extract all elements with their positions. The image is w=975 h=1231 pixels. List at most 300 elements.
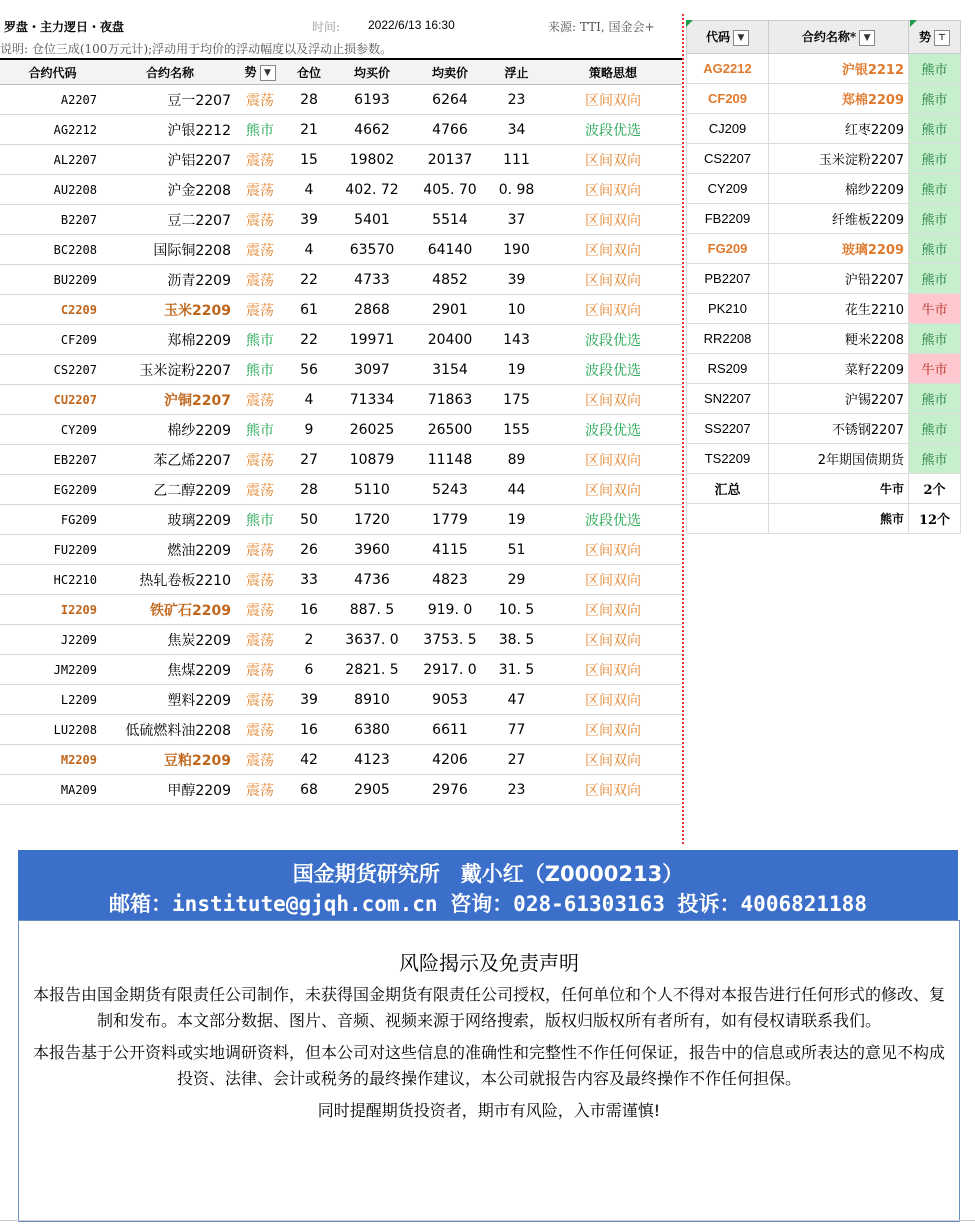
trend-cell[interactable]: 震荡 (235, 205, 285, 235)
position-cell[interactable]: 2 (285, 625, 333, 655)
r-trend-cell[interactable]: 熊市 (909, 114, 961, 144)
float-stop-cell[interactable]: 34 (489, 115, 544, 145)
position-cell[interactable]: 22 (285, 265, 333, 295)
avg-buy-cell[interactable]: 3960 (333, 535, 411, 565)
avg-sell-cell[interactable]: 2917. 0 (411, 655, 489, 685)
table-row (0, 385, 682, 415)
table-row (0, 775, 682, 805)
strategy-cell[interactable]: 波段优选 (544, 355, 682, 385)
col-header-r-code[interactable] (687, 21, 769, 54)
avg-sell-cell[interactable]: 11148 (411, 445, 489, 475)
avg-buy-cell[interactable]: 8910 (333, 685, 411, 715)
r-code-cell[interactable]: RS209 (687, 354, 769, 384)
avg-buy-cell[interactable]: 19802 (333, 145, 411, 175)
trend-cell[interactable]: 震荡 (235, 715, 285, 745)
filter-dropdown-icon[interactable]: ▼ (733, 30, 749, 46)
r-name-cell[interactable]: 2年期国债期货 (769, 444, 909, 474)
float-stop-cell[interactable]: 175 (489, 385, 544, 415)
table-row (0, 475, 682, 505)
trend-cell[interactable]: 熊市 (235, 355, 285, 385)
position-cell[interactable]: 50 (285, 505, 333, 535)
trend-cell[interactable]: 震荡 (235, 625, 285, 655)
contract-code-cell[interactable]: I2209 (0, 595, 105, 625)
r-code-cell[interactable]: PB2207 (687, 264, 769, 294)
avg-sell-cell[interactable]: 3753. 5 (411, 625, 489, 655)
contract-code-cell[interactable]: AL2207 (0, 145, 105, 175)
contract-name-cell[interactable]: 热轧卷板2210 (105, 565, 235, 595)
position-cell[interactable]: 39 (285, 205, 333, 235)
contract-code-cell[interactable]: C2209 (0, 295, 105, 325)
position-cell[interactable]: 39 (285, 685, 333, 715)
disclaimer-box (18, 920, 960, 1222)
bear-label: 熊市 (769, 504, 909, 534)
strategy-cell[interactable]: 区间双向 (544, 205, 682, 235)
position-cell[interactable]: 33 (285, 565, 333, 595)
summary-row (687, 264, 961, 294)
col-header-r-name-label: 合约名称* (801, 30, 857, 45)
avg-buy-cell[interactable]: 2821. 5 (333, 655, 411, 685)
filter-dropdown-icon[interactable]: ▼ (859, 30, 875, 46)
col-header-trend[interactable] (235, 60, 285, 85)
summary-bear-row (687, 504, 961, 534)
position-cell[interactable]: 4 (285, 175, 333, 205)
r-trend-cell[interactable]: 熊市 (909, 444, 961, 474)
strategy-cell[interactable]: 波段优选 (544, 505, 682, 535)
avg-sell-cell[interactable]: 405. 70 (411, 175, 489, 205)
r-trend-cell[interactable]: 牛市 (909, 354, 961, 384)
strategy-cell[interactable]: 区间双向 (544, 85, 682, 115)
contract-code-cell[interactable]: CF209 (0, 325, 105, 355)
avg-buy-cell[interactable]: 2905 (333, 775, 411, 805)
avg-sell-cell[interactable]: 64140 (411, 235, 489, 265)
position-cell[interactable]: 4 (285, 385, 333, 415)
contract-code-cell[interactable]: M2209 (0, 745, 105, 775)
strategy-cell[interactable]: 区间双向 (544, 625, 682, 655)
strategy-cell[interactable]: 区间双向 (544, 595, 682, 625)
position-cell[interactable]: 42 (285, 745, 333, 775)
avg-sell-cell[interactable]: 26500 (411, 415, 489, 445)
table-row (0, 115, 682, 145)
avg-sell-cell[interactable]: 5514 (411, 205, 489, 235)
avg-sell-cell[interactable]: 4115 (411, 535, 489, 565)
r-code-cell[interactable]: AG2212 (687, 54, 769, 84)
avg-sell-cell[interactable]: 4852 (411, 265, 489, 295)
contract-code-cell[interactable]: L2209 (0, 685, 105, 715)
col-header-avg-buy[interactable]: 均买价 (333, 60, 411, 85)
summary-row (687, 174, 961, 204)
time-value: 2022/6/13 16:30 (368, 18, 455, 32)
float-stop-cell[interactable]: 19 (489, 355, 544, 385)
source-label: 来源: TTI, 国金会+ (548, 20, 655, 34)
disclaimer-paragraph-2: 本报告基于公开资料或实地调研资料，但本公司对这些信息的准确性和完整性不作任何保证，报告中的信息或所表达的意见不构成投资、法律、会计或税务的最终操作建议，本公司就报告内容及最终操作不作任何担保。 (33, 1043, 946, 1088)
contact-banner (18, 850, 958, 920)
avg-sell-cell[interactable]: 4206 (411, 745, 489, 775)
trend-cell[interactable]: 震荡 (235, 655, 285, 685)
disclaimer-paragraph-1: 本报告由国金期货有限责任公司制作，未获得国金期货有限责任公司授权，任何单位和个人不得对本报告进行任何形式的修改、复制和发布。本文部分数据、图片、音频、视频来源于网络搜索，版权归版权所有者所有，如有侵权请联系我们。 (33, 985, 946, 1030)
summary-row (687, 204, 961, 234)
table-row (0, 415, 682, 445)
contract-code-cell[interactable]: CS2207 (0, 355, 105, 385)
contract-name-cell[interactable]: 沪铜2207 (105, 385, 235, 415)
r-trend-cell[interactable]: 熊市 (909, 144, 961, 174)
contract-code-cell[interactable]: EB2207 (0, 445, 105, 475)
avg-sell-cell[interactable]: 4766 (411, 115, 489, 145)
float-stop-cell[interactable]: 38. 5 (489, 625, 544, 655)
r-name-cell[interactable]: 沪锡2207 (769, 384, 909, 414)
r-name-cell[interactable]: 玉米淀粉2207 (769, 144, 909, 174)
contract-name-cell[interactable]: 豆一2207 (105, 85, 235, 115)
table-row (0, 655, 682, 685)
col-header-strategy[interactable]: 策略思想 (544, 60, 682, 85)
avg-buy-cell[interactable]: 6193 (333, 85, 411, 115)
contract-name-cell[interactable]: 玉米淀粉2207 (105, 355, 235, 385)
table-row (0, 625, 682, 655)
contract-name-cell[interactable]: 沪金2208 (105, 175, 235, 205)
note-text: 说明: 仓位三成(100万元计);浮动用于均价的浮动幅度以及浮动止损参数。 (0, 40, 682, 60)
table-row (0, 145, 682, 175)
contract-name-cell[interactable]: 燃油2209 (105, 535, 235, 565)
r-name-cell[interactable]: 沪银2212 (769, 54, 909, 84)
r-name-cell[interactable]: 菜籽2209 (769, 354, 909, 384)
r-code-cell[interactable]: CY209 (687, 174, 769, 204)
strategy-cell[interactable]: 区间双向 (544, 535, 682, 565)
float-stop-cell[interactable]: 19 (489, 505, 544, 535)
table-row (0, 745, 682, 775)
table-row (0, 295, 682, 325)
r-trend-cell[interactable]: 熊市 (909, 174, 961, 204)
contract-name-cell[interactable]: 玉米2209 (105, 295, 235, 325)
strategy-cell[interactable]: 区间双向 (544, 145, 682, 175)
r-name-cell[interactable]: 红枣2209 (769, 114, 909, 144)
avg-buy-cell[interactable]: 2868 (333, 295, 411, 325)
contract-code-cell[interactable]: AU2208 (0, 175, 105, 205)
avg-buy-cell[interactable]: 887. 5 (333, 595, 411, 625)
disclaimer-title: 风险揭示及免责声明 (399, 951, 579, 975)
contract-code-cell[interactable]: HC2210 (0, 565, 105, 595)
r-trend-cell[interactable]: 熊市 (909, 84, 961, 114)
contract-name-cell[interactable]: 乙二醇2209 (105, 475, 235, 505)
table-row (0, 595, 682, 625)
float-stop-cell[interactable]: 44 (489, 475, 544, 505)
summary-row (687, 354, 961, 384)
position-cell[interactable]: 4 (285, 235, 333, 265)
r-name-cell[interactable]: 不锈钢2207 (769, 414, 909, 444)
float-stop-cell[interactable]: 27 (489, 745, 544, 775)
col-header-name[interactable]: 合约名称 (105, 60, 235, 85)
position-cell[interactable]: 61 (285, 295, 333, 325)
trend-cell[interactable]: 震荡 (235, 145, 285, 175)
strategy-cell[interactable]: 区间双向 (544, 385, 682, 415)
avg-buy-cell[interactable]: 4123 (333, 745, 411, 775)
trend-cell[interactable]: 震荡 (235, 385, 285, 415)
strategy-cell[interactable]: 区间双向 (544, 775, 682, 805)
strategy-cell[interactable]: 区间双向 (544, 745, 682, 775)
main-table (0, 60, 682, 805)
float-stop-cell[interactable]: 10 (489, 295, 544, 325)
position-cell[interactable]: 16 (285, 595, 333, 625)
r-code-cell[interactable]: SN2207 (687, 384, 769, 414)
avg-sell-cell[interactable]: 20137 (411, 145, 489, 175)
r-name-cell[interactable]: 花生2210 (769, 294, 909, 324)
avg-sell-cell[interactable]: 1779 (411, 505, 489, 535)
avg-buy-cell[interactable]: 26025 (333, 415, 411, 445)
filter-dropdown-icon[interactable]: ▼ (260, 65, 276, 81)
trend-cell[interactable]: 震荡 (235, 445, 285, 475)
strategy-cell[interactable]: 波段优选 (544, 415, 682, 445)
avg-buy-cell[interactable]: 5401 (333, 205, 411, 235)
strategy-cell[interactable]: 区间双向 (544, 565, 682, 595)
trend-cell[interactable]: 震荡 (235, 565, 285, 595)
table-row (0, 85, 682, 115)
r-name-cell[interactable]: 棉纱2209 (769, 174, 909, 204)
trend-cell[interactable]: 震荡 (235, 535, 285, 565)
contract-code-cell[interactable]: J2209 (0, 625, 105, 655)
r-trend-cell[interactable]: 熊市 (909, 324, 961, 354)
avg-sell-cell[interactable]: 2976 (411, 775, 489, 805)
float-stop-cell[interactable]: 23 (489, 775, 544, 805)
bull-count: 2个 (909, 474, 961, 504)
summary-row (687, 294, 961, 324)
float-stop-cell[interactable]: 111 (489, 145, 544, 175)
contract-name-cell[interactable]: 焦炭2209 (105, 625, 235, 655)
float-stop-cell[interactable]: 37 (489, 205, 544, 235)
contract-code-cell[interactable]: FU2209 (0, 535, 105, 565)
contract-name-cell[interactable]: 棉纱2209 (105, 415, 235, 445)
trend-cell[interactable]: 震荡 (235, 475, 285, 505)
strategy-cell[interactable]: 波段优选 (544, 325, 682, 355)
main-table-header (0, 60, 682, 85)
float-stop-cell[interactable]: 143 (489, 325, 544, 355)
avg-sell-cell[interactable]: 4823 (411, 565, 489, 595)
summary-bull-row (687, 474, 961, 504)
position-cell[interactable]: 15 (285, 145, 333, 175)
trend-cell[interactable]: 震荡 (235, 85, 285, 115)
avg-sell-cell[interactable]: 6264 (411, 85, 489, 115)
avg-sell-cell[interactable]: 71863 (411, 385, 489, 415)
r-trend-cell[interactable]: 牛市 (909, 294, 961, 324)
contract-code-cell[interactable]: LU2208 (0, 715, 105, 745)
summary-row (687, 384, 961, 414)
strategy-cell[interactable]: 区间双向 (544, 475, 682, 505)
summary-row (687, 84, 961, 114)
time-label: 时间: (312, 20, 341, 34)
contract-name-cell[interactable]: 豆粕2209 (105, 745, 235, 775)
contract-name-cell[interactable]: 沪银2212 (105, 115, 235, 145)
float-stop-cell[interactable]: 155 (489, 415, 544, 445)
float-stop-cell[interactable]: 51 (489, 535, 544, 565)
float-stop-cell[interactable]: 77 (489, 715, 544, 745)
table-row (0, 505, 682, 535)
contract-code-cell[interactable]: A2207 (0, 85, 105, 115)
position-cell[interactable]: 68 (285, 775, 333, 805)
contract-code-cell[interactable]: EG2209 (0, 475, 105, 505)
col-header-avg-sell[interactable]: 均卖价 (411, 60, 489, 85)
avg-buy-cell[interactable]: 4662 (333, 115, 411, 145)
avg-buy-cell[interactable]: 3097 (333, 355, 411, 385)
strategy-cell[interactable]: 区间双向 (544, 655, 682, 685)
r-name-cell[interactable]: 粳米2208 (769, 324, 909, 354)
bear-count: 12个 (909, 504, 961, 534)
sheet-gridline (0, 1220, 975, 1231)
r-trend-cell[interactable]: 熊市 (909, 264, 961, 294)
float-stop-cell[interactable]: 29 (489, 565, 544, 595)
avg-buy-cell[interactable]: 402. 72 (333, 175, 411, 205)
strategy-cell[interactable]: 区间双向 (544, 445, 682, 475)
position-cell[interactable]: 28 (285, 85, 333, 115)
position-cell[interactable]: 56 (285, 355, 333, 385)
banner-contact: 邮箱：institute@gjqh.com.cn 咨询：028-61303163 投诉：4006821188 (109, 892, 867, 916)
strategy-cell[interactable]: 区间双向 (544, 235, 682, 265)
strategy-cell[interactable]: 区间双向 (544, 295, 682, 325)
trend-cell[interactable]: 熊市 (235, 415, 285, 445)
contract-name-cell[interactable]: 玻璃2209 (105, 505, 235, 535)
position-cell[interactable]: 28 (285, 475, 333, 505)
avg-sell-cell[interactable]: 20400 (411, 325, 489, 355)
r-trend-cell[interactable]: 熊市 (909, 414, 961, 444)
trend-cell[interactable]: 震荡 (235, 685, 285, 715)
avg-sell-cell[interactable]: 2901 (411, 295, 489, 325)
table-row (0, 715, 682, 745)
banner-institute: 国金期货研究所 戴小红（Z0000213） (292, 862, 684, 886)
col-header-position[interactable]: 仓位 (285, 60, 333, 85)
r-trend-cell[interactable]: 熊市 (909, 384, 961, 414)
position-cell[interactable]: 21 (285, 115, 333, 145)
avg-buy-cell[interactable]: 5110 (333, 475, 411, 505)
contract-code-cell[interactable]: B2207 (0, 205, 105, 235)
contract-name-cell[interactable]: 豆二2207 (105, 205, 235, 235)
trend-cell[interactable]: 震荡 (235, 235, 285, 265)
float-stop-cell[interactable]: 190 (489, 235, 544, 265)
avg-sell-cell[interactable]: 3154 (411, 355, 489, 385)
r-code-cell[interactable]: PK210 (687, 294, 769, 324)
contract-name-cell[interactable]: 郑棉2209 (105, 325, 235, 355)
avg-sell-cell[interactable]: 6611 (411, 715, 489, 745)
trend-cell[interactable]: 熊市 (235, 325, 285, 355)
contract-code-cell[interactable]: BU2209 (0, 265, 105, 295)
trend-cell[interactable]: 震荡 (235, 595, 285, 625)
table-row (0, 175, 682, 205)
contract-name-cell[interactable]: 沪铝2207 (105, 145, 235, 175)
float-stop-cell[interactable]: 31. 5 (489, 655, 544, 685)
r-trend-cell[interactable]: 熊市 (909, 54, 961, 84)
avg-buy-cell[interactable]: 71334 (333, 385, 411, 415)
contract-name-cell[interactable]: 焦煤2209 (105, 655, 235, 685)
trend-cell[interactable]: 震荡 (235, 775, 285, 805)
col-header-r-name[interactable] (769, 21, 909, 54)
summary-table-header (687, 21, 961, 54)
contract-name-cell[interactable]: 甲醇2209 (105, 775, 235, 805)
position-cell[interactable]: 6 (285, 655, 333, 685)
avg-sell-cell[interactable]: 919. 0 (411, 595, 489, 625)
table-row (0, 565, 682, 595)
contract-code-cell[interactable]: CY209 (0, 415, 105, 445)
trend-cell[interactable]: 震荡 (235, 175, 285, 205)
contract-code-cell[interactable]: BC2208 (0, 235, 105, 265)
r-name-cell[interactable]: 纤维板2209 (769, 204, 909, 234)
strategy-cell[interactable]: 区间双向 (544, 715, 682, 745)
position-cell[interactable]: 16 (285, 715, 333, 745)
r-trend-cell[interactable]: 熊市 (909, 234, 961, 264)
r-code-cell[interactable]: SS2207 (687, 414, 769, 444)
contract-code-cell[interactable]: JM2209 (0, 655, 105, 685)
avg-buy-cell[interactable]: 19971 (333, 325, 411, 355)
r-name-cell[interactable]: 沪铅2207 (769, 264, 909, 294)
contract-code-cell[interactable]: FG209 (0, 505, 105, 535)
avg-buy-cell[interactable]: 4736 (333, 565, 411, 595)
avg-sell-cell[interactable]: 5243 (411, 475, 489, 505)
trend-cell[interactable]: 震荡 (235, 265, 285, 295)
disclaimer-paragraph-3: 同时提醒期货投资者，期市有风险，入市需谨慎! (317, 1101, 661, 1120)
strategy-cell[interactable]: 区间双向 (544, 175, 682, 205)
contract-name-cell[interactable]: 国际铜2208 (105, 235, 235, 265)
trend-cell[interactable]: 熊市 (235, 505, 285, 535)
col-header-code[interactable]: 合约代码 (0, 60, 105, 85)
float-stop-cell[interactable]: 47 (489, 685, 544, 715)
float-stop-cell[interactable]: 39 (489, 265, 544, 295)
filter-active-icon[interactable]: ⊤ (934, 30, 950, 46)
contract-code-cell[interactable]: CU2207 (0, 385, 105, 415)
float-stop-cell[interactable]: 89 (489, 445, 544, 475)
avg-sell-cell[interactable]: 9053 (411, 685, 489, 715)
avg-buy-cell[interactable]: 10879 (333, 445, 411, 475)
float-stop-cell[interactable]: 23 (489, 85, 544, 115)
contract-code-cell[interactable]: AG2212 (0, 115, 105, 145)
r-code-cell[interactable]: CS2207 (687, 144, 769, 174)
position-cell[interactable]: 26 (285, 535, 333, 565)
r-code-cell[interactable]: TS2209 (687, 444, 769, 474)
avg-buy-cell[interactable]: 4733 (333, 265, 411, 295)
contract-name-cell[interactable]: 铁矿石2209 (105, 595, 235, 625)
comment-marker (686, 20, 693, 27)
table-row (0, 205, 682, 235)
summary-row (687, 444, 961, 474)
contract-name-cell[interactable]: 低硫燃料油2208 (105, 715, 235, 745)
float-stop-cell[interactable]: 10. 5 (489, 595, 544, 625)
trend-cell[interactable]: 熊市 (235, 115, 285, 145)
r-code-cell[interactable]: FG209 (687, 234, 769, 264)
avg-buy-cell[interactable]: 63570 (333, 235, 411, 265)
position-cell[interactable]: 22 (285, 325, 333, 355)
r-code-cell[interactable]: RR2208 (687, 324, 769, 354)
r-trend-cell[interactable]: 熊市 (909, 204, 961, 234)
avg-buy-cell[interactable]: 1720 (333, 505, 411, 535)
float-stop-cell[interactable]: 0. 98 (489, 175, 544, 205)
r-name-cell[interactable]: 玻璃2209 (769, 234, 909, 264)
trend-cell[interactable]: 震荡 (235, 745, 285, 775)
summary-row (687, 234, 961, 264)
strategy-cell[interactable]: 波段优选 (544, 115, 682, 145)
position-cell[interactable]: 9 (285, 415, 333, 445)
r-code-cell[interactable]: CF209 (687, 84, 769, 114)
r-code-cell[interactable]: FB2209 (687, 204, 769, 234)
strategy-cell[interactable]: 区间双向 (544, 685, 682, 715)
contract-name-cell[interactable]: 塑料2209 (105, 685, 235, 715)
position-cell[interactable]: 27 (285, 445, 333, 475)
contract-name-cell[interactable]: 苯乙烯2207 (105, 445, 235, 475)
avg-buy-cell[interactable]: 6380 (333, 715, 411, 745)
table-row (0, 685, 682, 715)
contract-name-cell[interactable]: 沥青2209 (105, 265, 235, 295)
contract-code-cell[interactable]: MA209 (0, 775, 105, 805)
table-row (0, 445, 682, 475)
r-name-cell[interactable]: 郑棉2209 (769, 84, 909, 114)
strategy-cell[interactable]: 区间双向 (544, 265, 682, 295)
trend-cell[interactable]: 震荡 (235, 295, 285, 325)
avg-buy-cell[interactable]: 3637. 0 (333, 625, 411, 655)
bull-label: 牛市 (769, 474, 909, 504)
r-code-cell[interactable]: CJ209 (687, 114, 769, 144)
col-header-float-stop[interactable]: 浮止 (489, 60, 544, 85)
